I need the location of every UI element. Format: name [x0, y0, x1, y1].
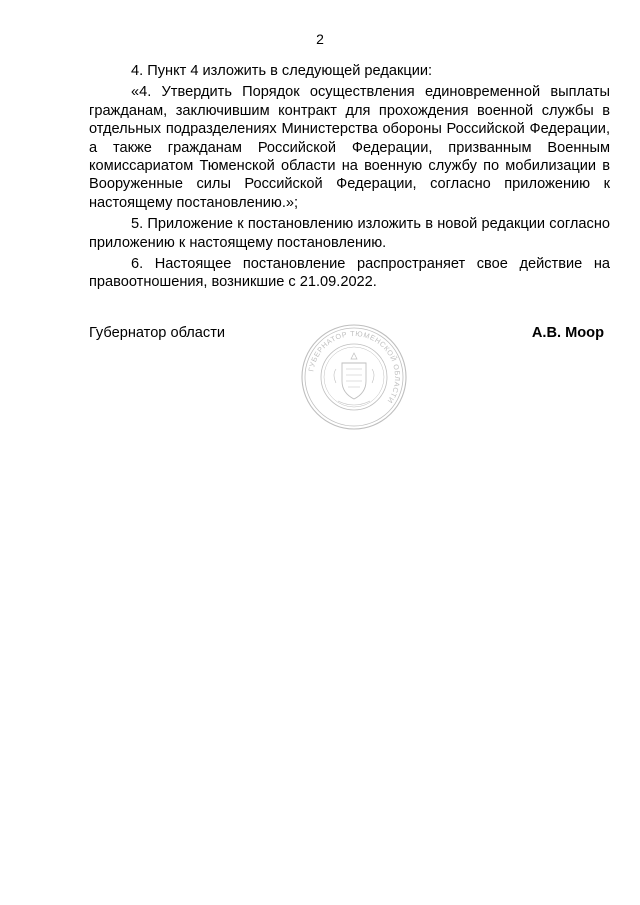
official-seal-stamp: [300, 323, 408, 431]
signer-title: Губернатор области: [89, 325, 226, 341]
paragraph-effective-date: 6. Настоящее постановление распространяет свое действие на правоотношения, возникшие с 21.09.2022.: [89, 256, 610, 291]
page-number: 2: [316, 31, 324, 47]
document-body: [89, 62, 610, 292]
paragraph-appendix: 5. Приложение к постановлению изложить в новой редакции согласно приложению к настоящему постановлению.: [89, 216, 610, 251]
svg-text:ГУБЕРНАТОР ТЮМЕНСКОЙ ОБЛАСТИ: ГУБЕРНАТОР ТЮМЕНСКОЙ ОБЛАСТИ: [306, 328, 403, 406]
paragraph-amendment-text: «4. Утвердить Порядок осуществления единовременной выплаты гражданам, заключившим контракт для прохождения военной службы в отдельных подразделениях Министерства обороны Российской Федерации, а также гражданам Российской Федерации, призванным Военным комиссариатом Тюменской области на военную службу по мобилизации в Вооруженные силы Российской Федерации, согласно приложению к настоящему постановлению.»;: [89, 84, 610, 211]
paragraph-amendment-intro: 4. Пункт 4 изложить в следующей редакции:: [131, 63, 433, 79]
signer-name: А.В. Моор: [531, 325, 604, 341]
